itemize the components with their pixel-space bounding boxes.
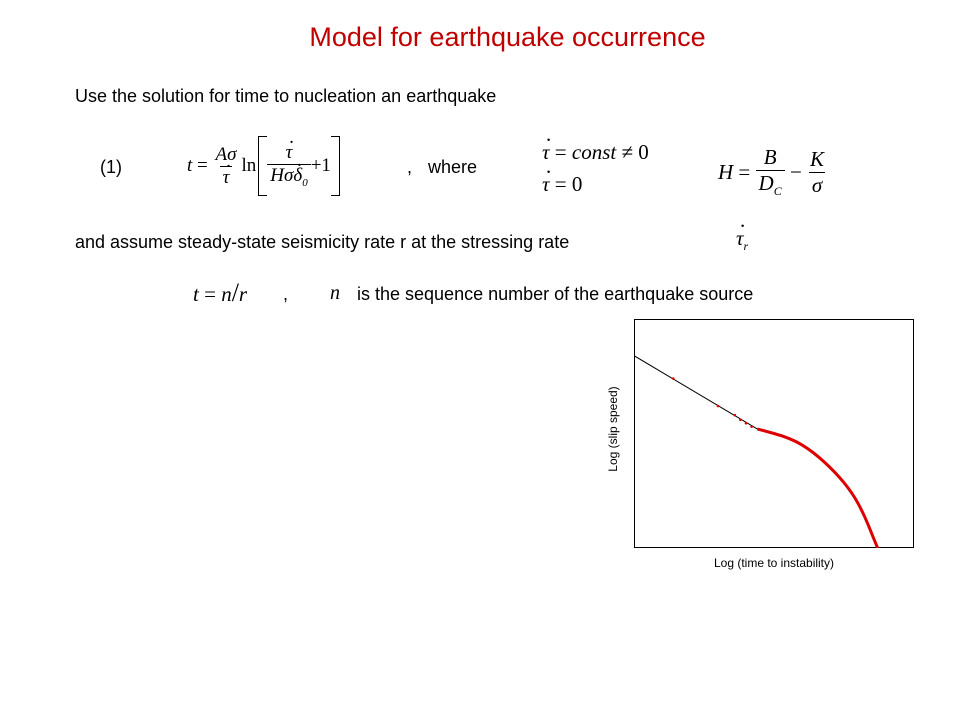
nucleation-equation: t = Aσ · τ ln · $\frac{\tau}{H\sigma\cdot \delta_0}$ +1 [187,133,340,199]
condition-zero: · τ = 0 [542,172,582,197]
data-point [750,425,753,428]
stressing-rate-symbol: · $\tau_r$ [736,226,748,254]
assume-text: and assume steady-state seismicity rate r at the stressing rate [75,232,570,252]
y-axis-label: Log (slip speed) [606,386,620,472]
slip-speed-chart [634,319,914,548]
sequence-number-text: is the sequence number of the earthquake source [357,284,754,304]
data-point [734,414,737,417]
line2-comma: , [283,284,289,304]
data-point [717,405,720,408]
intro-text: Use the solution for time to nucleation an earthquake [75,86,497,106]
condition-nonzero: · τ = const ≠ 0 [542,140,649,165]
equation-number: (1) [100,157,122,177]
data-point [739,418,742,421]
x-axis-label: Log (time to instability) [713,556,835,570]
data-point [745,422,748,425]
time-definition: t = n/r [193,278,248,307]
data-point [672,377,675,380]
comma-separator: , [407,157,413,177]
h-definition: H = $\frac{B}{D_C}$ − $\frac{K}{\sigma}$ [718,145,825,198]
where-label: where [428,157,478,177]
slide-title: Model for earthquake occurrence [309,22,706,52]
sequence-number-symbol: n [330,282,340,304]
